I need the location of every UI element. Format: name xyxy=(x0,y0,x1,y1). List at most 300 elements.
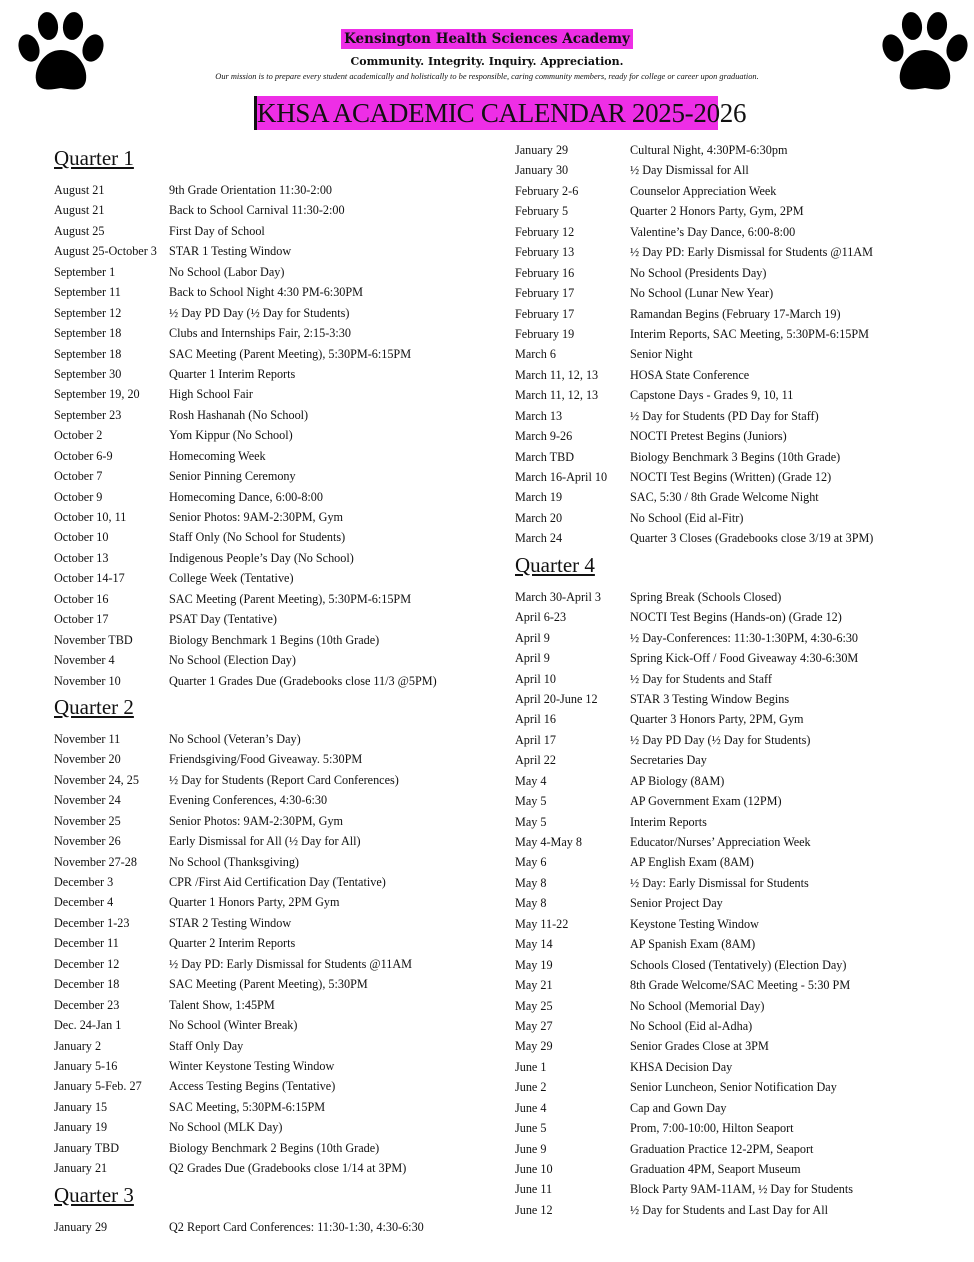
event-description: SAC, 5:30 / 8th Grade Welcome Night xyxy=(630,490,819,505)
event-description: AP Government Exam (12PM) xyxy=(630,794,782,809)
event-date: October 6-9 xyxy=(54,448,113,463)
event-description: Keystone Testing Window xyxy=(630,916,759,931)
calendar-event-row xyxy=(54,770,474,790)
event-date: September 11 xyxy=(54,285,121,300)
calendar-event-row xyxy=(54,872,474,892)
event-description: Friendsgiving/Food Giveaway. 5:30PM xyxy=(169,752,363,767)
event-date: December 18 xyxy=(54,977,120,992)
event-description: Homecoming Week xyxy=(169,448,266,463)
calendar-event-row xyxy=(515,283,935,303)
calendar-event-row xyxy=(515,791,935,811)
event-description: STAR 3 Testing Window Begins xyxy=(630,691,790,706)
event-date: February 5 xyxy=(515,204,569,219)
calendar-event-row xyxy=(515,1098,935,1118)
calendar-event-row xyxy=(54,811,474,831)
event-description: Senior Grades Close at 3PM xyxy=(630,1039,769,1054)
quarter-heading: Quarter 4 xyxy=(515,552,595,577)
calendar-event-row xyxy=(515,426,935,446)
event-date: May 8 xyxy=(515,896,547,911)
event-date: November TBD xyxy=(54,632,133,647)
calendar-event-row xyxy=(515,1159,935,1179)
event-description: NOCTI Test Begins (Hands-on) (Grade 12) xyxy=(630,610,842,625)
calendar-event-row xyxy=(54,650,474,670)
calendar-event-row xyxy=(515,914,935,934)
event-description: No School (Presidents Day) xyxy=(630,265,767,280)
calendar-event-row xyxy=(54,831,474,851)
calendar-event-row xyxy=(515,873,935,893)
calendar-event-row xyxy=(515,934,935,954)
event-date: November 26 xyxy=(54,834,121,849)
calendar-event-row xyxy=(54,180,474,200)
event-date: January 5-Feb. 27 xyxy=(54,1079,142,1094)
event-date: May 4-May 8 xyxy=(515,835,583,849)
event-date: May 8 xyxy=(515,875,547,890)
event-date: February 16 xyxy=(515,265,575,280)
calendar-event-row xyxy=(54,1056,474,1076)
event-date: April 10 xyxy=(515,671,556,686)
event-date: June 2 xyxy=(515,1080,547,1095)
calendar-event-row xyxy=(515,181,935,201)
calendar-event-row xyxy=(515,607,935,627)
event-description: CPR /First Aid Certification Day (Tentative) xyxy=(169,875,386,889)
event-date: June 5 xyxy=(515,1121,547,1136)
event-date: September 23 xyxy=(54,407,122,422)
calendar-event-row xyxy=(54,1015,474,1035)
calendar-event-row xyxy=(54,1138,474,1158)
calendar-event-row xyxy=(515,832,935,852)
event-date: January 29 xyxy=(515,143,569,157)
calendar-event-row xyxy=(515,406,935,426)
event-date: November 11 xyxy=(54,731,121,746)
calendar-event-row xyxy=(515,528,935,548)
event-description: No School (Lunar New Year) xyxy=(630,286,774,301)
event-date: October 9 xyxy=(54,489,103,504)
event-description: No School (Memorial Day) xyxy=(630,998,765,1013)
calendar-event-row xyxy=(515,447,935,467)
event-description: ½ Day PD: Early Dismissal for Students @11AM xyxy=(630,245,873,260)
event-description: Talent Show, 1:45PM xyxy=(169,997,275,1012)
event-description: Counselor Appreciation Week xyxy=(630,183,777,198)
event-date: November 25 xyxy=(54,813,121,828)
event-description: No School (Thanksgiving) xyxy=(169,854,299,869)
event-description: Q2 Grades Due (Gradebooks close 1/14 at 3PM) xyxy=(169,1161,407,1176)
event-description: Capstone Days - Grades 9, 10, 11 xyxy=(630,388,794,403)
calendar-event-row xyxy=(515,344,935,364)
header xyxy=(0,28,974,81)
calendar-event-row xyxy=(515,1036,935,1056)
event-date: April 9 xyxy=(515,630,550,645)
event-date: March 9-26 xyxy=(515,429,573,444)
calendar-event-row xyxy=(54,446,474,466)
event-date: May 25 xyxy=(515,998,553,1013)
event-description: ½ Day for Students (PD Day for Staff) xyxy=(630,408,819,423)
event-description: Senior Pinning Ceremony xyxy=(169,469,296,484)
calendar-event-row xyxy=(515,201,935,221)
event-description: SAC Meeting, 5:30PM-6:15PM xyxy=(169,1099,326,1114)
event-description: Homecoming Dance, 6:00-8:00 xyxy=(169,489,323,504)
motto: Community. Integrity. Inquiry. Appreciation. xyxy=(350,55,624,68)
event-description: KHSA Decision Day xyxy=(630,1059,733,1074)
calendar-event-row xyxy=(515,669,935,689)
calendar-event-row xyxy=(54,282,474,302)
event-description: Interim Reports xyxy=(630,814,707,829)
event-description: ½ Day PD Day (½ Day for Students) xyxy=(169,305,350,320)
left-column xyxy=(54,142,474,1237)
event-date: June 12 xyxy=(515,1202,553,1217)
calendar-event-row xyxy=(515,1118,935,1138)
event-date: October 16 xyxy=(54,591,109,606)
event-date: October 10 xyxy=(54,530,109,545)
event-date: March 11, 12, 13 xyxy=(515,388,599,403)
quarter-1-section xyxy=(54,144,474,691)
event-date: June 1 xyxy=(515,1059,547,1074)
event-date: January 19 xyxy=(54,1120,108,1135)
event-description: Biology Benchmark 3 Begins (10th Grade) xyxy=(630,449,841,464)
event-date: October 7 xyxy=(54,469,103,484)
event-description: Cap and Gown Day xyxy=(630,1100,727,1115)
event-description: Spring Break (Schools Closed) xyxy=(630,589,782,604)
event-description: ½ Day PD: Early Dismissal for Students @11AM xyxy=(169,956,412,971)
calendar-event-row xyxy=(54,507,474,527)
calendar-event-row xyxy=(515,893,935,913)
event-date: September 30 xyxy=(54,366,122,381)
calendar-event-row xyxy=(515,324,935,344)
calendar-event-row xyxy=(515,508,935,528)
event-description: Biology Benchmark 2 Begins (10th Grade) xyxy=(169,1140,380,1155)
event-description: Senior Night xyxy=(630,347,693,362)
event-description: PSAT Day (Tentative) xyxy=(169,612,277,627)
event-description: Graduation 4PM, Seaport Museum xyxy=(630,1162,801,1176)
event-date: January 5-16 xyxy=(54,1058,118,1073)
calendar-event-row xyxy=(515,385,935,405)
event-date: August 21 xyxy=(54,183,105,197)
event-date: March 16-April 10 xyxy=(515,470,608,484)
event-description: Prom, 7:00-10:00, Hilton Seaport xyxy=(630,1121,794,1136)
event-description: Valentine’s Day Dance, 6:00-8:00 xyxy=(630,224,796,239)
event-description: Quarter 1 Interim Reports xyxy=(169,366,296,381)
event-description: ½ Day-Conferences: 11:30-1:30PM, 4:30-6:30 xyxy=(630,630,859,645)
event-date: May 6 xyxy=(515,855,547,870)
calendar-event-row xyxy=(515,955,935,975)
event-date: September 18 xyxy=(54,326,122,341)
calendar-event-row xyxy=(54,568,474,588)
quarter-heading: Quarter 3 xyxy=(54,1182,134,1207)
event-date: August 21 xyxy=(54,203,105,218)
event-description: Interim Reports, SAC Meeting, 5:30PM-6:15PM xyxy=(630,326,870,341)
calendar-event-row xyxy=(54,364,474,384)
event-date: October 13 xyxy=(54,550,109,565)
event-description: Back to School Carnival 11:30-2:00 xyxy=(169,203,345,218)
event-description: Rosh Hashanah (No School) xyxy=(169,407,309,422)
event-date: May 5 xyxy=(515,794,547,809)
calendar-event-row xyxy=(54,262,474,282)
event-date: January TBD xyxy=(54,1140,120,1155)
event-description: Quarter 3 Closes (Gradebooks close 3/19 at 3PM) xyxy=(630,531,874,546)
event-description: NOCTI Test Begins (Written) (Grade 12) xyxy=(630,470,832,484)
quarter-heading: Quarter 1 xyxy=(54,146,134,170)
event-description: Cultural Night, 4:30PM-6:30pm xyxy=(630,143,788,157)
calendar-event-row xyxy=(54,487,474,507)
calendar-event-row xyxy=(515,263,935,283)
event-description: Ramandan Begins (February 17-March 19) xyxy=(630,306,841,321)
event-description: Quarter 2 Interim Reports xyxy=(169,936,296,951)
event-date: January 29 xyxy=(54,1219,108,1234)
calendar-event-row xyxy=(54,749,474,769)
event-date: Dec. 24-Jan 1 xyxy=(54,1018,122,1033)
calendar-event-row xyxy=(515,975,935,995)
calendar-event-row xyxy=(54,323,474,343)
event-date: December 1-23 xyxy=(54,915,130,930)
event-description: ½ Day: Early Dismissal for Students xyxy=(630,875,809,890)
event-description: ½ Day for Students (Report Card Conferences) xyxy=(169,772,399,787)
event-date: June 4 xyxy=(515,1100,547,1115)
event-description: Quarter 1 Honors Party, 2PM Gym xyxy=(169,895,340,910)
calendar-event-row xyxy=(515,1179,935,1199)
event-description: No School (Eid al-Adha) xyxy=(630,1018,753,1033)
event-description: College Week (Tentative) xyxy=(169,571,294,586)
calendar-event-row xyxy=(515,140,935,160)
event-description: Quarter 1 Grades Due (Gradebooks close 11/3 @5PM) xyxy=(169,673,437,688)
event-date: May 11-22 xyxy=(515,916,569,931)
calendar-event-row xyxy=(54,933,474,953)
calendar-event-row xyxy=(515,730,935,750)
event-date: August 25 xyxy=(54,223,105,238)
calendar-event-row xyxy=(54,384,474,404)
calendar-event-row xyxy=(54,671,474,691)
calendar-event-row xyxy=(54,609,474,629)
event-date: January 2 xyxy=(54,1038,102,1053)
event-date: February 19 xyxy=(515,326,575,341)
calendar-event-row xyxy=(515,628,935,648)
event-date: August 25-October 3 xyxy=(54,244,157,259)
event-description: First Day of School xyxy=(169,223,265,238)
calendar-event-row xyxy=(515,648,935,668)
calendar-event-row xyxy=(54,995,474,1015)
event-description: Indigenous People’s Day (No School) xyxy=(169,550,354,565)
event-date: March 30-April 3 xyxy=(515,589,601,604)
event-date: November 27-28 xyxy=(54,854,137,869)
event-date: April 16 xyxy=(515,712,556,727)
calendar-event-row xyxy=(54,852,474,872)
mission-statement: Our mission is to prepare every student academically and holistically to be responsible, caring community members, ready for college or career upon graduation. xyxy=(215,72,759,81)
event-description: Senior Photos: 9AM-2:30PM, Gym xyxy=(169,510,344,524)
calendar-event-row xyxy=(54,1158,474,1178)
event-description: AP English Exam (8AM) xyxy=(630,855,754,870)
event-date: October 17 xyxy=(54,612,109,627)
event-date: March 20 xyxy=(515,510,563,525)
calendar-event-row xyxy=(515,750,935,770)
event-description: SAC Meeting (Parent Meeting), 5:30PM xyxy=(169,977,368,992)
event-date: June 10 xyxy=(515,1162,553,1176)
calendar-event-row xyxy=(515,467,935,487)
calendar-event-row xyxy=(54,589,474,609)
event-description: Staff Only Day xyxy=(169,1038,244,1053)
event-date: October 10, 11 xyxy=(54,510,127,524)
calendar-event-row xyxy=(54,1076,474,1096)
event-date: October 14-17 xyxy=(54,571,125,586)
calendar-event-row xyxy=(515,304,935,324)
event-date: May 21 xyxy=(515,978,553,993)
event-description: Back to School Night 4:30 PM-6:30PM xyxy=(169,285,363,300)
event-date: September 19, 20 xyxy=(54,387,140,402)
calendar-event-row xyxy=(515,242,935,262)
event-date: April 20-June 12 xyxy=(515,691,598,706)
event-date: January 21 xyxy=(54,1161,108,1176)
calendar-event-row xyxy=(515,709,935,729)
calendar-event-row xyxy=(515,160,935,180)
event-date: September 18 xyxy=(54,346,122,361)
event-date: December 23 xyxy=(54,997,120,1012)
event-date: March TBD xyxy=(515,449,575,464)
calendar-event-row xyxy=(54,729,474,749)
calendar-event-row xyxy=(515,852,935,872)
event-description: Early Dismissal for All (½ Day for All) xyxy=(169,834,361,849)
calendar-event-row xyxy=(515,771,935,791)
event-date: February 13 xyxy=(515,245,575,260)
calendar-event-row xyxy=(54,974,474,994)
calendar-event-row xyxy=(515,1077,935,1097)
event-description: AP Biology (8AM) xyxy=(630,773,725,788)
calendar-event-row xyxy=(515,996,935,1016)
event-date: June 9 xyxy=(515,1141,547,1156)
event-date: March 24 xyxy=(515,531,563,546)
school-name: Kensington Health Sciences Academy xyxy=(341,29,633,49)
event-date: January 30 xyxy=(515,163,569,178)
event-description: Quarter 3 Honors Party, 2PM, Gym xyxy=(630,712,804,727)
quarter-2-section xyxy=(54,693,474,1179)
calendar-event-row xyxy=(54,303,474,323)
event-description: No School (MLK Day) xyxy=(169,1120,283,1135)
event-description: Access Testing Begins (Tentative) xyxy=(169,1079,336,1094)
event-date: January 15 xyxy=(54,1099,108,1114)
calendar-event-row xyxy=(54,405,474,425)
event-date: September 12 xyxy=(54,305,122,320)
calendar-event-row xyxy=(515,487,935,507)
event-description: STAR 1 Testing Window xyxy=(169,244,292,259)
event-description: 8th Grade Welcome/SAC Meeting - 5:30 PM xyxy=(630,978,851,993)
event-description: Evening Conferences, 4:30-6:30 xyxy=(169,793,328,808)
event-date: May 29 xyxy=(515,1039,553,1054)
calendar-event-row xyxy=(54,1097,474,1117)
event-description: Senior Photos: 9AM-2:30PM, Gym xyxy=(169,813,344,828)
calendar-event-row xyxy=(54,527,474,547)
event-date: September 1 xyxy=(54,264,116,279)
event-date: March 6 xyxy=(515,347,556,362)
event-date: March 19 xyxy=(515,490,563,505)
event-description: Winter Keystone Testing Window xyxy=(169,1058,335,1073)
calendar-event-row xyxy=(54,913,474,933)
event-description: Biology Benchmark 1 Begins (10th Grade) xyxy=(169,632,380,647)
event-description: NOCTI Pretest Begins (Juniors) xyxy=(630,429,787,444)
calendar-title: KHSA ACADEMIC CALENDAR 2025-2026 xyxy=(254,96,718,130)
event-description: No School (Winter Break) xyxy=(169,1018,298,1033)
event-date: April 9 xyxy=(515,651,550,666)
event-date: March 11, 12, 13 xyxy=(515,367,599,382)
event-date: November 4 xyxy=(54,653,115,668)
event-description: Clubs and Internships Fair, 2:15-3:30 xyxy=(169,326,351,341)
event-description: Q2 Report Card Conferences: 11:30-1:30, 4:30-6:30 xyxy=(169,1219,424,1234)
event-date: May 19 xyxy=(515,957,553,972)
calendar-event-row xyxy=(515,1139,935,1159)
quarter-3-section xyxy=(54,1181,474,1237)
event-description: STAR 2 Testing Window xyxy=(169,915,292,930)
event-description: No School (Eid al-Fitr) xyxy=(630,510,744,525)
event-date: June 11 xyxy=(515,1182,553,1197)
calendar-event-row xyxy=(54,1117,474,1137)
event-date: November 10 xyxy=(54,673,121,688)
calendar-event-row xyxy=(54,344,474,364)
calendar-event-row xyxy=(54,200,474,220)
calendar-event-row xyxy=(54,241,474,261)
event-date: February 17 xyxy=(515,286,575,301)
event-description: Spring Kick-Off / Food Giveaway 4:30-6:30M xyxy=(630,651,859,666)
calendar-event-row xyxy=(515,689,935,709)
event-date: April 17 xyxy=(515,732,556,747)
calendar-event-row xyxy=(515,1016,935,1036)
event-description: Secretaries Day xyxy=(630,753,707,768)
event-description: SAC Meeting (Parent Meeting), 5:30PM-6:15PM xyxy=(169,346,412,361)
event-description: SAC Meeting (Parent Meeting), 5:30PM-6:15PM xyxy=(169,591,412,606)
calendar-event-row xyxy=(54,1217,474,1237)
event-description: Educator/Nurses’ Appreciation Week xyxy=(630,835,811,849)
calendar-event-row xyxy=(54,466,474,486)
event-date: March 13 xyxy=(515,408,563,423)
event-date: May 4 xyxy=(515,773,547,788)
event-description: ½ Day for Students and Last Day for All xyxy=(630,1202,829,1217)
event-description: 9th Grade Orientation 11:30-2:00 xyxy=(169,183,333,197)
event-date: February 17 xyxy=(515,306,575,321)
event-date: December 4 xyxy=(54,895,114,910)
calendar-event-row xyxy=(515,365,935,385)
event-date: December 12 xyxy=(54,956,120,971)
event-date: February 12 xyxy=(515,224,575,239)
event-description: Schools Closed (Tentatively) (Election Day) xyxy=(630,957,847,972)
event-description: ½ Day Dismissal for All xyxy=(630,163,749,178)
event-date: November 24, 25 xyxy=(54,772,139,787)
calendar-event-row xyxy=(515,222,935,242)
event-date: April 6-23 xyxy=(515,610,567,625)
calendar-event-row xyxy=(54,221,474,241)
event-date: November 20 xyxy=(54,752,121,767)
calendar-event-row xyxy=(54,892,474,912)
event-description: ½ Day PD Day (½ Day for Students) xyxy=(630,732,811,747)
calendar-event-row xyxy=(54,630,474,650)
event-description: No School (Veteran’s Day) xyxy=(169,731,301,746)
event-date: May 27 xyxy=(515,1018,553,1033)
event-description: HOSA State Conference xyxy=(630,367,750,382)
event-description: AP Spanish Exam (8AM) xyxy=(630,937,756,952)
calendar-event-row xyxy=(54,790,474,810)
calendar-event-row xyxy=(515,812,935,832)
event-description: High School Fair xyxy=(169,387,253,402)
event-date: December 11 xyxy=(54,936,119,951)
event-description: Yom Kippur (No School) xyxy=(169,428,293,443)
quarter-heading: Quarter 2 xyxy=(54,694,134,719)
event-description: Quarter 2 Honors Party, Gym, 2PM xyxy=(630,204,804,219)
calendar-event-row xyxy=(54,548,474,568)
event-date: February 2-6 xyxy=(515,183,579,198)
calendar-event-row xyxy=(515,587,935,607)
event-description: Graduation Practice 12-2PM, Seaport xyxy=(630,1141,814,1156)
right-column xyxy=(515,140,935,1220)
event-description: Staff Only (No School for Students) xyxy=(169,530,346,545)
event-description: No School (Election Day) xyxy=(169,653,296,668)
calendar-event-row xyxy=(54,954,474,974)
event-date: December 3 xyxy=(54,875,114,889)
event-description: ½ Day for Students and Staff xyxy=(630,671,772,686)
calendar-event-row xyxy=(515,1057,935,1077)
calendar-event-row xyxy=(515,1200,935,1220)
